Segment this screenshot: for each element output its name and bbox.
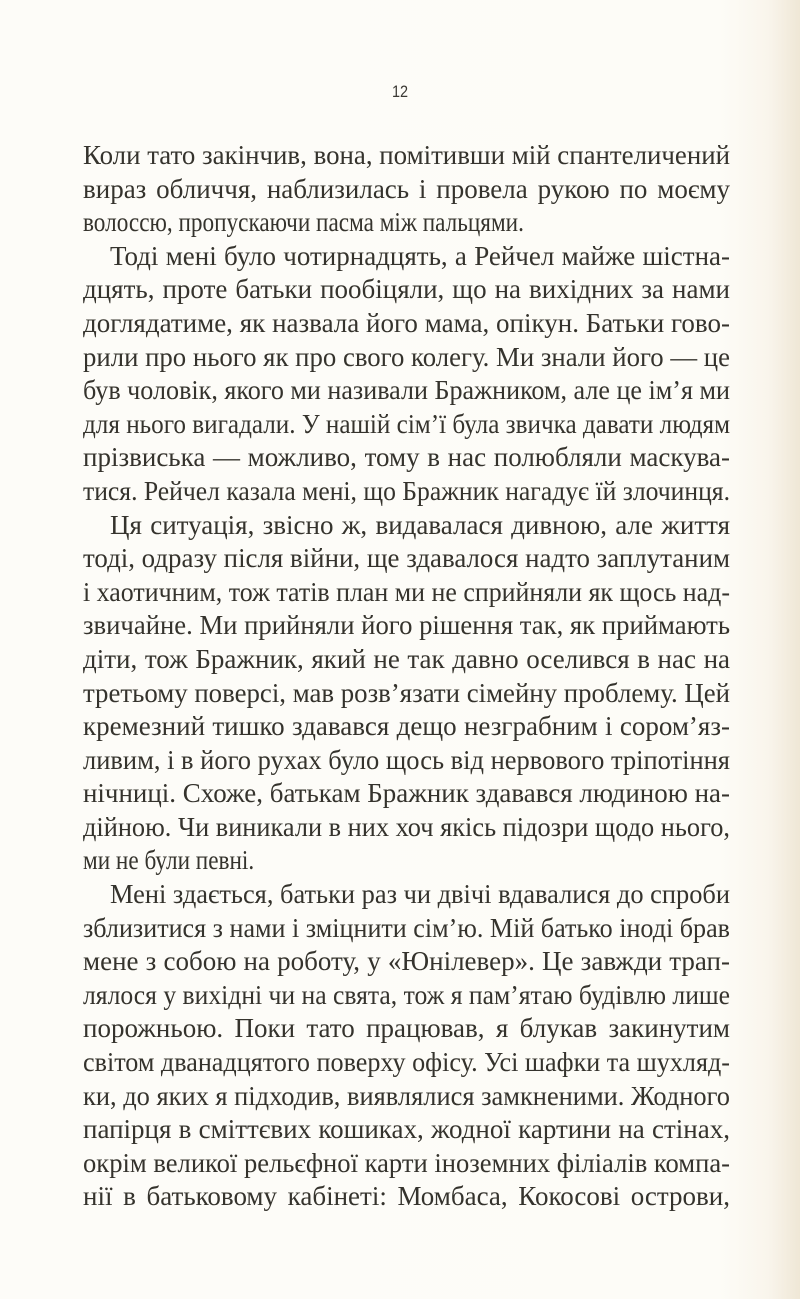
text-line: лялося у вихідні чи на свята, тож я пам’ятаю будівлю лише (83, 979, 730, 1010)
text-line: тоді, одразу після війни, ще здавалося надто заплутаним (83, 543, 730, 574)
text-line: діти, тож Бражник, який не так давно оселився в нас на (83, 643, 730, 674)
body-text (83, 139, 730, 1214)
text-line: Тоді мені було чотирнадцять, а Рейчел майже шістна- (110, 240, 730, 271)
text-line: був чоловік, якого ми називали Бражником, але це ім’я ми (83, 375, 730, 406)
text-line: зблизитися з нами і зміцнити сім’ю. Мій батько іноді брав (83, 912, 730, 943)
text-line: дійною. Чи виникали в них хоч якісь підозри щодо нього, (83, 811, 730, 842)
text-line: нічниці. Схоже, батькам Бражник здавався людиною на- (83, 778, 730, 809)
text-line: третьому поверсі, мав розв’язати сімейну проблему. Цей (83, 677, 730, 708)
text-line: окрім великої рельєфної карти іноземних філіалів компа- (83, 1147, 730, 1178)
text-line: вираз обличчя, наблизилась і провела рукою по моєму (83, 173, 730, 204)
text-line: світом дванадцятого поверху офісу. Усі шафки та шухляд- (83, 1047, 730, 1078)
text-line: ми не були певні. (83, 845, 255, 876)
text-line: кремезний тишко здавався дещо незграбним і сором’яз- (83, 711, 730, 742)
text-line: нії в батьковому кабінеті: Момбаса, Кокосові острови, (83, 1181, 730, 1212)
text-line: волоссю, пропускаючи пасма між пальцями. (83, 207, 524, 238)
text-line: ки, до яких я підходив, виявлялися замкненими. Жодного (83, 1080, 730, 1111)
text-line: ливим, і в його рухах було щось від нервового тріпотіння (83, 744, 730, 775)
text-line: тися. Рейчел казала мені, що Бражник нагадує їй злочинця. (83, 475, 730, 506)
text-line: папірця в сміттєвих кошиках, жодної картини на стінах, (83, 1114, 730, 1145)
text-line: мене з собою на роботу, у «Юнілевер». Це завжди трап- (83, 946, 730, 977)
text-line: доглядатиме, як назвала його мама, опікун. Батьки гово- (83, 307, 730, 338)
text-line: для нього вигадали. У нашій сім’ї була звичка давати людям (83, 408, 730, 439)
text-line: Коли тато закінчив, вона, помітивши мій спантеличений (83, 140, 730, 170)
text-line: прізвиська — можливо, тому в нас полюбляли маскува- (83, 442, 730, 473)
text-line: порожньою. Поки тато працював, я блукав закинутим (83, 1013, 730, 1044)
page-number: 12 (391, 82, 409, 101)
text-line: і хаотичним, тож татів план ми не сприйняли як щось над- (83, 576, 730, 607)
text-line: звичайне. Ми прийняли його рішення так, як приймають (83, 610, 730, 641)
text-line: дцять, проте батьки пообіцяли, що на вихідних за нами (83, 274, 730, 305)
text-line: Мені здається, батьки раз чи двічі вдавалися до спроби (109, 879, 730, 910)
text-line: Ця ситуація, звісно ж, видавалася дивною, але життя (110, 509, 730, 540)
text-line: рили про нього як про свого колегу. Ми знали його — це (83, 341, 730, 372)
